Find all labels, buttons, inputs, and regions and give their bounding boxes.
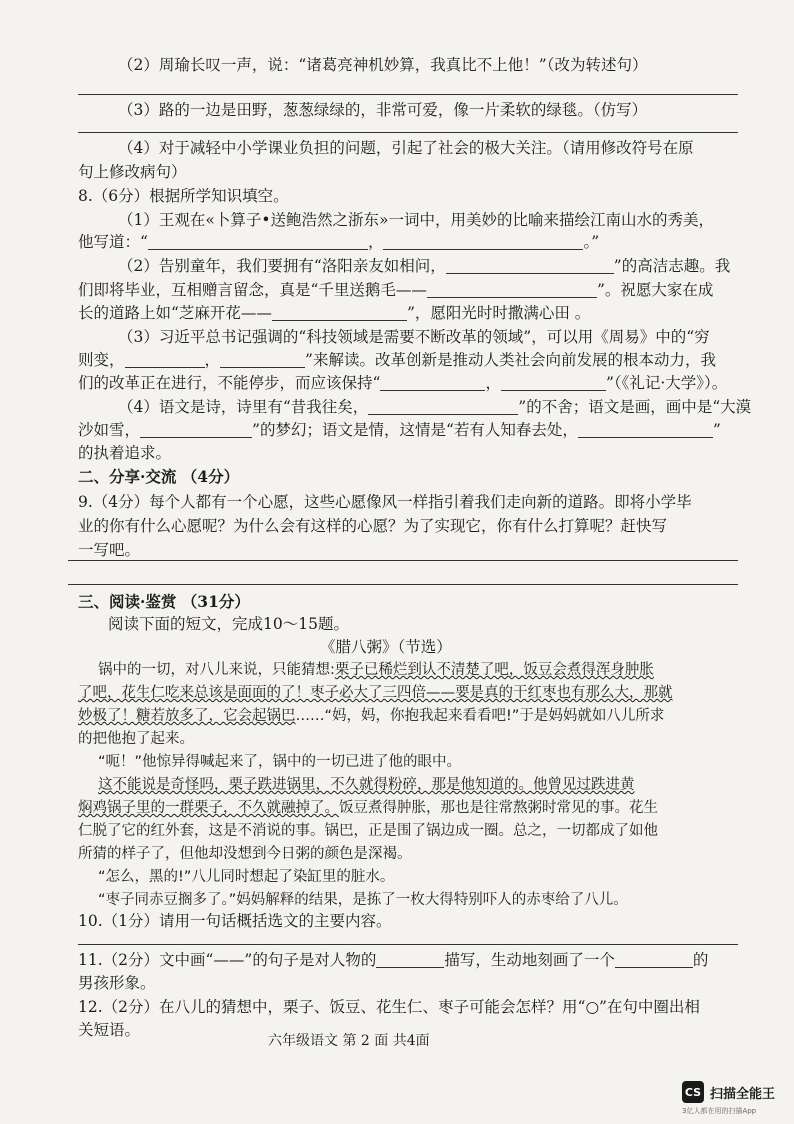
- camscanner-logo-icon: CS: [682, 1081, 704, 1103]
- q8-s3-line3: 们的改革正在进行，不能停步，而应该保持“ ， ”（《礼记·大学》）。: [78, 374, 728, 392]
- passage-p4: “怎么，黑的!”八儿同时想起了染缸里的脏水。: [98, 869, 395, 885]
- q9-line1: 9.（4分）每个人都有一个心愿，这些心愿像风一样指引着我们走向新的道路。即将小学毕: [78, 493, 692, 511]
- q7-item3: （3）路的一边是田野，葱葱绿绿的，非常可爱，像一片柔软的绿毯。（仿写）: [118, 101, 648, 119]
- answer-line: [78, 944, 738, 945]
- q9-line2: 业的你有什么心愿呢？为什么会有这样的心愿？为了实现它，你有什么打算呢？赶快写: [78, 517, 668, 535]
- q8-s2-line1: （2）告别童年，我们要拥有“洛阳亲友如相问， ”的高洁志趣。我: [118, 257, 731, 275]
- reading-intro: 阅读下面的短文，完成10～15题。: [108, 615, 349, 633]
- watermark-subtitle: 3亿人都在用的扫描App: [682, 1107, 757, 1115]
- fill-blank[interactable]: [272, 304, 407, 321]
- q12-line2: 关短语。: [78, 1021, 141, 1039]
- q7-item4-line2: 句上修改病句）: [78, 163, 187, 181]
- passage-p1-line2: 了吧，花生仁吃来总该是面面的了！枣子必大了三四倍——要是真的干红枣也有那么大，那就: [78, 685, 673, 701]
- q7-item4-line1: （4）对于减轻中小学课业负担的问题，引起了社会的极大关注。（请用修改符号在原: [118, 139, 694, 157]
- section-title: 三、阅读·鉴赏 （31分）: [78, 592, 250, 611]
- passage-p1-line1: 锅中的一切，对八儿来说，只能猜想:栗子已稀烂到认不清楚了吧，饭豆会煮得浑身肿胀: [98, 662, 654, 678]
- fill-blank[interactable]: [383, 233, 583, 250]
- q8-s1-line1: （1）王观在«卜算子•送鲍浩然之浙东»一词中，用美妙的比喻来描绘江南山水的秀美，: [118, 211, 714, 229]
- fill-blank[interactable]: [140, 421, 252, 438]
- fill-blank[interactable]: [380, 374, 485, 391]
- section-title: 二、分享·交流 （4分）: [78, 467, 240, 486]
- watermark-name: 扫描全能王: [710, 1086, 776, 1102]
- fill-blank[interactable]: [368, 398, 518, 415]
- q7-item2: （2）周瑜长叹一声，说：“诸葛亮神机妙算，我真比不上他！”（改为转述句）: [118, 56, 648, 74]
- passage-p2: “呃！”他惊异得喊起来了，锅中的一切已进了他的眼中。: [98, 754, 462, 770]
- q8-s2-line2: 们即将毕业，互相赠言留念，真是“千里送鹅毛—— ”。祝愿大家在成: [78, 281, 714, 299]
- answer-line: [68, 560, 738, 561]
- passage-title: 《腊八粥》（节选）: [320, 638, 452, 656]
- q9-line3: 一写吧。: [78, 541, 141, 559]
- answer-line: [68, 584, 738, 585]
- passage-p3-line2: 焖鸡锅子里的一群栗子，不久就融掉了。饭豆煮得肿胀，那也是往常熬粥时常见的事。花生: [78, 800, 658, 816]
- q11-line2: 男孩形象。: [78, 974, 156, 992]
- fill-blank[interactable]: [427, 281, 597, 298]
- passage-p3-line3: 仁脱了它的红外套，这是不消说的事。锅巴，正是围了锅边成一圈。总之，一切都成了如他: [78, 823, 658, 839]
- q12-line1: 12.（2分）在八儿的猜想中，栗子、饭豆、花生仁、枣子可能会怎样？用“○”在句中圈出相: [78, 998, 700, 1016]
- fill-blank[interactable]: [148, 233, 368, 250]
- q8-s4-line1: （4）语文是诗，诗里有“昔我往矣， ”的不舍；语文是画，画中是“大漠: [118, 398, 752, 416]
- fill-blank[interactable]: [501, 374, 606, 391]
- q8-heading: 8.（6分）根据所学知识填空。: [78, 187, 289, 205]
- scanner-watermark: [682, 1081, 775, 1103]
- passage-p5: “枣子同赤豆搁多了。”妈妈解释的结果，是拣了一枚大得特别吓人的赤枣给了八儿。: [98, 892, 628, 908]
- q8-s4-line3: 的执着追求。: [78, 444, 172, 462]
- q8-s3-line1: （3）习近平总书记强调的“科技领域是需要不断改革的领域”，可以用《周易》中的“穷: [118, 328, 710, 346]
- fill-blank[interactable]: [125, 351, 205, 368]
- fill-blank[interactable]: [446, 257, 614, 274]
- passage-p1-line4: 的把他抱了起来。: [78, 731, 194, 747]
- passage-p1-line3: 妙极了！糖若放多了，它会起锅巴……“妈，妈，你抱我起来看看吧!”于是妈妈就如八儿所求: [78, 708, 665, 724]
- q8-s4-line2: 沙如雪， ”的梦幻；语文是情，这情是“若有人知春去处， ”: [78, 421, 721, 439]
- passage-p3-line1: 这不能说是奇怪吗，栗子跌进锅里，不久就得粉碎，那是他知道的。他曾见过跌进黄: [98, 777, 635, 793]
- page-footer: 六年级语文 第 2 面 共4面: [268, 1033, 430, 1049]
- answer-line: [78, 94, 738, 95]
- q8-s3-line2: 则变， ， ”来解读。改革创新是推动人类社会向前发展的根本动力，我: [78, 351, 716, 369]
- q8-s2-line3: 长的道路上如“芝麻开花—— ”，愿阳光时时撒满心田 。: [78, 304, 591, 322]
- answer-line: [78, 132, 738, 133]
- fill-blank[interactable]: [578, 421, 713, 438]
- q11-line1: 11.（2分）文中画“——”的句子是对人物的 描写，生动地刻画了一个 的: [78, 951, 709, 969]
- q8-s1-line2: 他写道：“ ， 。”: [78, 233, 600, 251]
- fill-blank[interactable]: [376, 951, 444, 968]
- fill-blank[interactable]: [220, 351, 305, 368]
- q10: 10.（1分）请用一句话概括选文的主要内容。: [78, 912, 392, 930]
- passage-p3-line4: 所猜的样子了，但他却没想到今日粥的颜色是深褐。: [78, 846, 412, 862]
- fill-blank[interactable]: [615, 951, 693, 968]
